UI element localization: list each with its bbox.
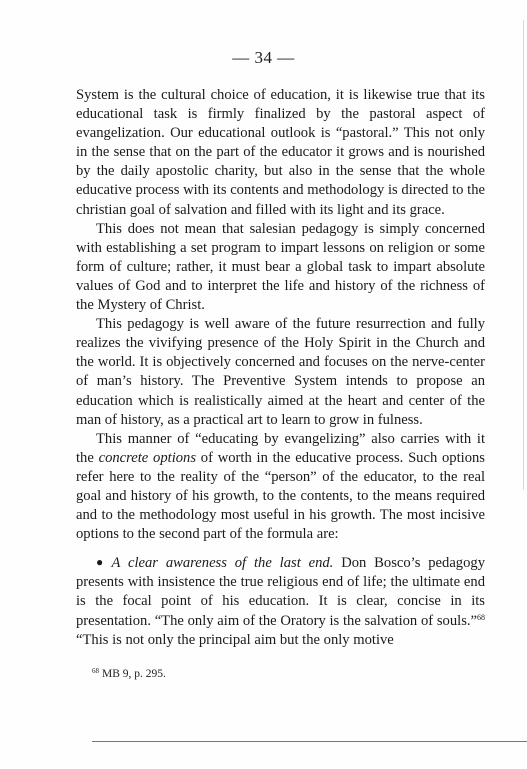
paragraph-4-text-before: This manner of “educating by evangelizing” also carries with it the — [76, 430, 485, 466]
bullet-text-before-note: Don Bosco’s pedagogy presents with insistence the true religious end of life; the ultimate end is the focal point of his education. It is clear, concise in its presentation. “The only aim of the Oratory is the salvation of souls.” — [76, 555, 485, 629]
body-text — [76, 86, 485, 650]
page-edge-shadow — [523, 20, 524, 490]
paragraph-2: This does not mean that salesian pedagogy is simply concerned with establishing a set program to impart lessons on religion or some form of culture; rather, it must bear a global task to impart absolute values of God and to interpret the life and history of the richness of the Mystery of Christ. — [76, 220, 485, 314]
paragraph-4-emphasis: concrete options — [98, 449, 197, 466]
bullet-paragraph — [76, 553, 485, 649]
bullet-heading: A clear awareness of the last end. — [111, 555, 334, 572]
footnote — [92, 668, 166, 680]
footnote-reference[interactable]: 68 — [477, 612, 485, 622]
bullet-icon: ● — [96, 555, 108, 570]
bullet-text-after-note: “This is not only the principal aim but the only motive — [76, 631, 394, 648]
page-number: — 34 — — [232, 48, 295, 67]
footnote-text: MB 9, p. 295. — [102, 668, 166, 680]
paragraph-3: This pedagogy is well aware of the future resurrection and fully realizes the vivifying presence of the Holy Spirit in the Church and the world. It is objectively concerned and focuses on the nerve-center of man’s history. The Preventive System intends to propose an education which is realistically aimed at the heart and center of the man of history, as a practical art to learn to grow in fulness. — [76, 316, 485, 428]
footnote-number: 68 — [92, 667, 99, 675]
paragraph-4-text-after: of worth in the educative process. Such options refer here to the reality of the “person” of the educator, to the real goal and history of his growth, to the contents, to the means required and to the methodology most useful in his growth. The most incisive options to the second part of the formula are: — [76, 449, 485, 543]
paragraph-1: System is the cultural choice of education, it is likewise true that its educational task is firmly finalized by the pastoral aspect of evangelization. Our educational outlook is “pastoral.” This not only in the sense that on the part of the educator it grows and is nourished by the daily apostolic charity, but also in the sense that the whole educative process with its contents and methodology is directed to the christian goal of salvation and filled with its light and its grace. — [76, 87, 485, 218]
bottom-rule — [92, 741, 527, 742]
paragraph-4 — [76, 430, 485, 545]
